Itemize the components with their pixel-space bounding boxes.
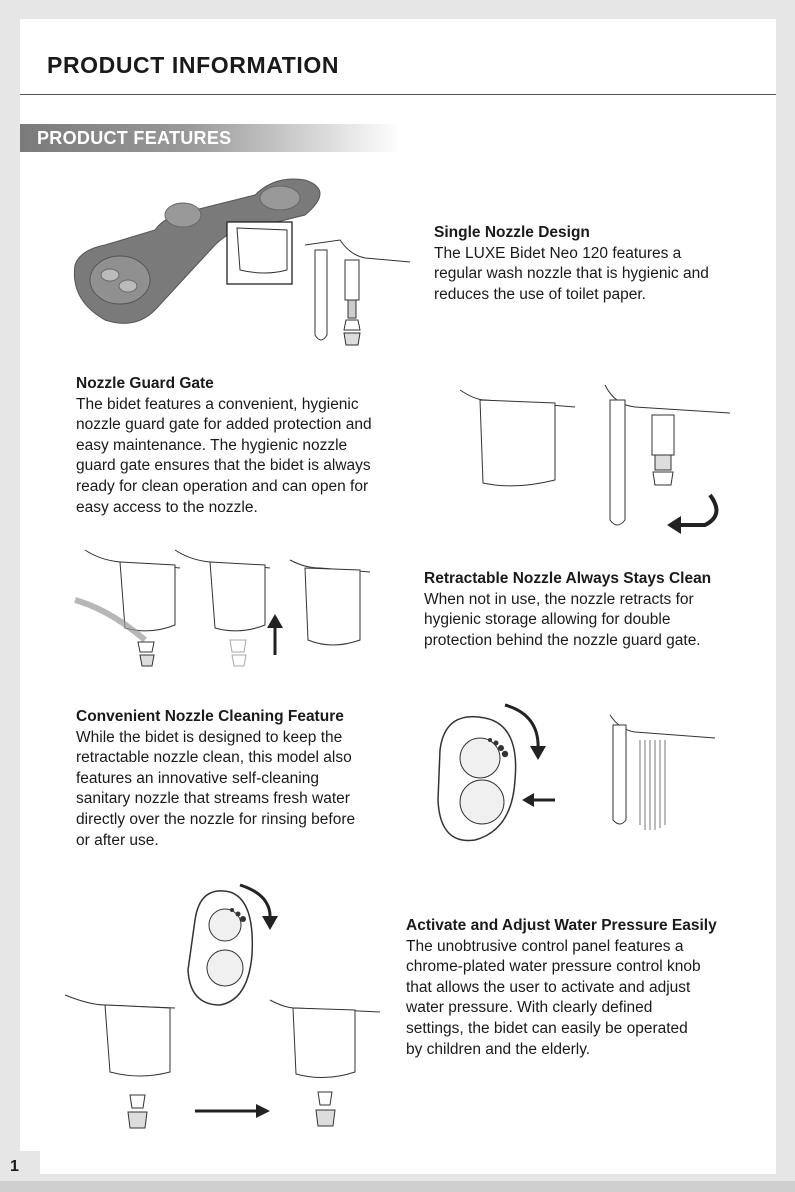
feature-line: by children and the elderly.	[406, 1040, 591, 1058]
page-title: PRODUCT INFORMATION	[47, 52, 340, 78]
water-pressure-illustration	[60, 880, 395, 1140]
feature-single-nozzle	[434, 223, 709, 305]
bidet-overview-illustration	[65, 170, 420, 355]
feature-line: The bidet features a convenient, hygienic	[76, 395, 359, 413]
page-number: 1	[10, 1158, 19, 1175]
feature-line: features an innovative self-cleaning	[76, 769, 319, 787]
feature-line: directly over the nozzle for rinsing before	[76, 810, 356, 828]
retractable-nozzle-illustration	[455, 375, 745, 535]
title-divider	[20, 94, 776, 95]
feature-line: settings, the bidet can easily be operated	[406, 1019, 688, 1037]
section-title: PRODUCT FEATURES	[37, 128, 232, 148]
feature-line: retractable nozzle clean, this model also	[76, 749, 352, 767]
feature-line: sanitary nozzle that streams fresh water	[76, 790, 350, 808]
feature-line: The unobtrusive control panel features a	[406, 937, 684, 955]
feature-heading: Single Nozzle Design	[434, 224, 590, 241]
feature-nozzle-cleaning	[76, 707, 355, 851]
feature-line: hygienic storage allowing for double	[424, 611, 671, 629]
feature-line: water pressure. With clearly defined	[406, 999, 653, 1017]
bottom-border	[0, 1181, 795, 1192]
feature-heading: Nozzle Guard Gate	[76, 375, 214, 392]
feature-line: guard gate ensures that the bidet is always	[76, 457, 371, 475]
feature-line: that allows the user to activate and adjust	[406, 978, 691, 996]
feature-nozzle-guard-gate	[76, 374, 372, 518]
feature-line: easy maintenance. The hygienic nozzle	[76, 436, 348, 454]
feature-heading: Retractable Nozzle Always Stays Clean	[424, 570, 712, 587]
nozzle-guard-gate-illustration	[70, 540, 380, 670]
feature-line: regular wash nozzle that is hygienic and	[434, 265, 709, 283]
feature-line: protection behind the nozzle guard gate.	[424, 631, 701, 649]
feature-line: chrome-plated water pressure control knob	[406, 958, 701, 976]
feature-line: reduces the use of toilet paper.	[434, 285, 646, 303]
feature-line: The LUXE Bidet Neo 120 features a	[434, 244, 682, 262]
page-number-tab	[0, 1151, 40, 1181]
feature-line: When not in use, the nozzle retracts for	[424, 590, 694, 608]
feature-line: nozzle guard gate for added protection and	[76, 416, 372, 434]
feature-water-pressure	[406, 916, 717, 1060]
feature-line: or after use.	[76, 831, 159, 849]
nozzle-cleaning-illustration	[430, 700, 720, 855]
feature-line: While the bidet is designed to keep the	[76, 728, 343, 746]
feature-retractable-nozzle	[424, 569, 711, 651]
feature-heading: Activate and Adjust Water Pressure Easily	[406, 917, 717, 934]
feature-line: easy access to the nozzle.	[76, 498, 258, 516]
feature-line: ready for clean operation and can open for	[76, 477, 369, 495]
feature-heading: Convenient Nozzle Cleaning Feature	[76, 708, 344, 725]
